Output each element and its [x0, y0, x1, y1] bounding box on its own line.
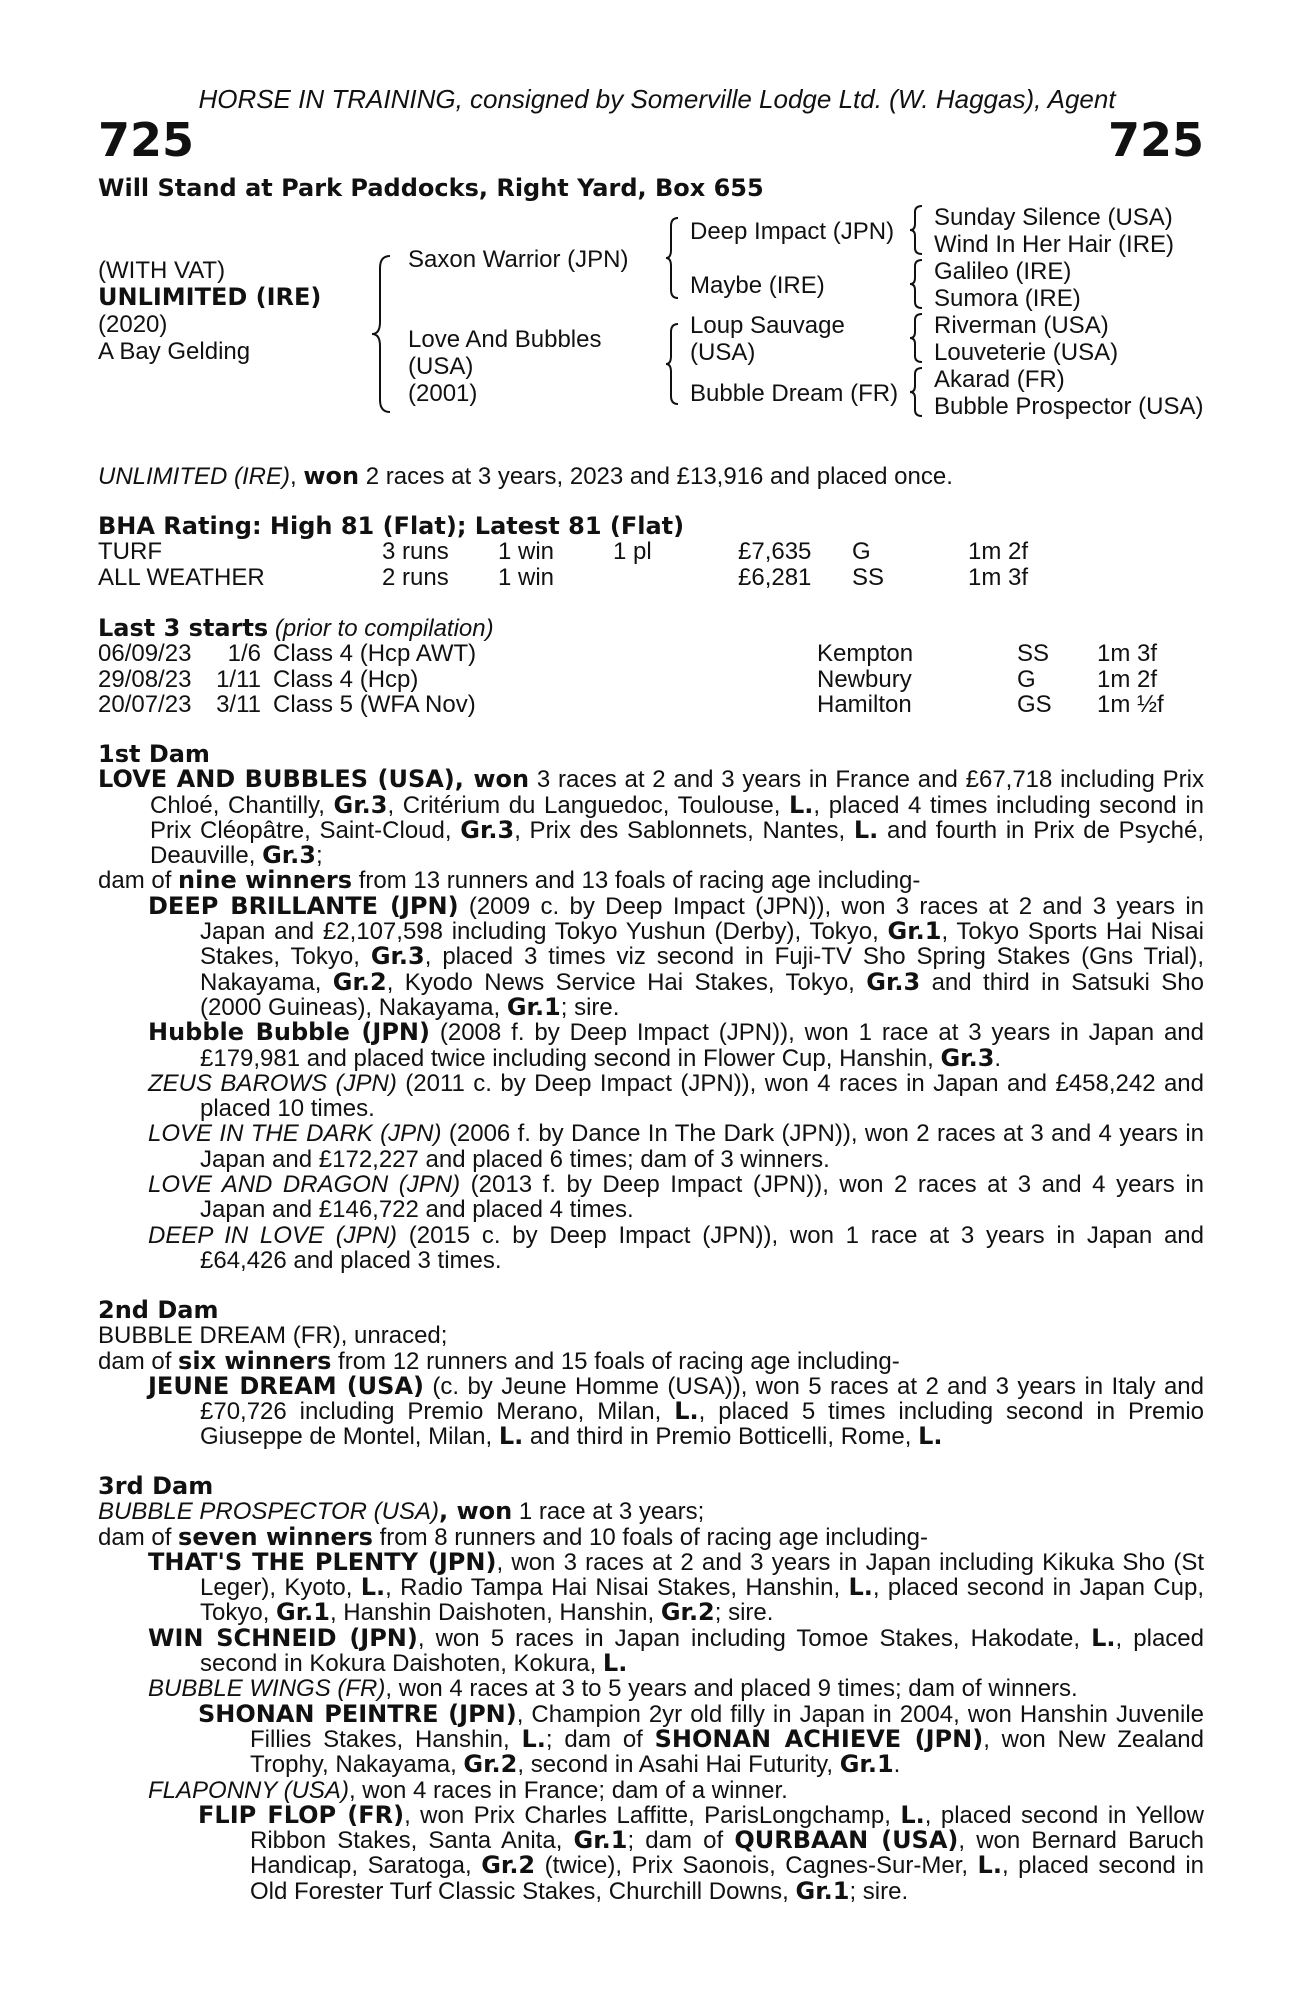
sire-dam-brace	[370, 254, 400, 414]
list-item: THAT'S THE PLENTY (JPN), won 3 races at 2 and 3 years in Japan including Kikuka Sho (St Leger), Kyoto, L., Radio Tampa Hai Nisai Stakes, Hanshin, L., placed second in Japan Cup, Tokyo, Gr.1, Hanshin Daishoten, Hanshin, Gr.2; sire.	[148, 1547, 1205, 1627]
table-row: 29/08/23 1/11 Class 4 (Hcp) Newbury G 1m 2f	[98, 665, 1158, 693]
list-item: BUBBLE WINGS (FR), won 4 races at 3 to 5 years and placed 9 times; dam of winners.	[148, 1675, 1078, 1703]
dam-sire: Loup Sauvage (USA)	[690, 312, 845, 366]
brace-3b	[908, 258, 928, 310]
list-item: DEEP BRILLANTE (JPN) (2009 c. by Deep Impact (JPN)), won 3 races at 2 and 3 years in Japan and £2,107,598 including Tokyo Yushun (Derby), Tokyo, Gr.1, Tokyo Sports Hai Nisai Stakes, Tokyo, Gr.3, placed 3 times viz second in Fuji-TV Sho Spring Stakes (Gns Trial), Nakayama, Gr.2, Kyodo News Service Hai Stakes, Tokyo, Gr.3 and third in Satsuki Sho (2000 Guineas), Nakayama, Gr.1; sire.	[148, 891, 1205, 1021]
last-starts-section: Last 3 starts (prior to compilation) 06/09/23 1/6 Class 4 (Hcp AWT) Kempton SS 1m 3f 29/08/23 1/11 Class 4 (Hcp) Newbury G 1m 2f 20/07/23 3/11 Class 5 (WFA Nov) Hamilton GS 1m ½f	[98, 614, 1164, 718]
lot-number-left: 725	[98, 113, 195, 167]
second-dam-heading: 2nd Dam	[98, 1296, 219, 1324]
rating-section	[98, 514, 1204, 590]
foaling-year: (2020)	[98, 311, 168, 338]
brace-3c	[908, 312, 928, 364]
list-item: FLIP FLOP (FR), won Prix Charles Laffitte, ParisLongchamp, L., placed second in Yellow Ribbon Stakes, Santa Anita, Gr.1; dam of QURBAAN (USA), won Bernard Baruch Handicap, Saratoga, Gr.2 (twice), Prix Saonois, Cagnes-Sur-Mer, L., placed second in Old Forester Turf Classic Stakes, Churchill Downs, Gr.1; sire.	[198, 1800, 1205, 1905]
rating-heading: BHA Rating: High 81 (Flat); Latest 81 (Flat)	[98, 512, 685, 540]
brace-3a	[908, 204, 928, 256]
first-dam-heading: 1st Dam	[98, 740, 210, 768]
third-dam-record: BUBBLE PROSPECTOR (USA), won 1 race at 3 years;	[98, 1497, 705, 1526]
sire-sire: Deep Impact (JPN)	[690, 218, 895, 245]
gen3-dam-sire-dam: Louveterie (USA)	[934, 339, 1119, 366]
race-summary: UNLIMITED (IRE), won 2 races at 3 years, 2023 and £13,916 and placed once.	[98, 462, 953, 490]
table-row: TURF 3 runs 1 win 1 pl £7,635 G 1m 2f	[98, 538, 1029, 566]
dam-dam: Bubble Dream (FR)	[690, 380, 899, 407]
gen3-sire-dam-dam: Sumora (IRE)	[934, 285, 1081, 312]
lot-number-right: 725	[1107, 113, 1204, 167]
horse-name: UNLIMITED (IRE)	[98, 283, 322, 311]
dam-name: Love And Bubbles (USA) (2001)	[408, 326, 602, 407]
first-dam-section	[98, 742, 1204, 1273]
list-item: LOVE IN THE DARK (JPN) (2006 f. by Dance In The Dark (JPN)), won 2 races at 3 and 4 years in Japan and £172,227 and placed 6 times; dam of 3 winners.	[148, 1120, 1204, 1173]
stand-location: Will Stand at Park Paddocks, Right Yard, Box 655	[98, 174, 764, 202]
vat-label: (WITH VAT)	[98, 257, 226, 284]
list-item: JEUNE DREAM (USA) (c. by Jeune Homme (USA)), won 5 races at 2 and 3 years in Italy and £70,726 including Premio Merano, Milan, L., placed 5 times including second in Premio Giuseppe de Montel, Milan, L. and third in Premio Botticelli, Rome, L.	[148, 1371, 1204, 1451]
list-item: LOVE AND DRAGON (JPN) (2013 f. by Deep Impact (JPN)), won 2 races at 3 and 4 years in Japan and £146,722 and placed 4 times.	[148, 1171, 1204, 1224]
second-dam-produce-summary: dam of six winners from 12 runners and 15 foals of racing age including-	[98, 1346, 900, 1375]
gen3-dam-dam-dam: Bubble Prospector (USA)	[934, 393, 1204, 420]
horse-identity	[98, 257, 321, 365]
rating-table	[98, 539, 1028, 590]
sire-brace	[664, 216, 684, 300]
list-item: ZEUS BAROWS (JPN) (2011 c. by Deep Impact (JPN)), won 4 races in Japan and £458,242 and placed 10 times.	[148, 1069, 1205, 1123]
gen3-sire-sire-dam: Wind In Her Hair (IRE)	[934, 231, 1175, 258]
gen3-dam-sire-sire: Riverman (USA)	[934, 312, 1109, 339]
second-dam-section	[98, 1298, 1204, 1450]
third-dam-section	[98, 1474, 1204, 1904]
last-starts-table	[98, 641, 1164, 717]
third-dam-heading: 3rd Dam	[98, 1472, 214, 1500]
consignment-line: HORSE IN TRAINING, consigned by Somerville Lodge Ltd. (W. Haggas), Agent	[198, 84, 1116, 114]
table-row: 20/07/23 3/11 Class 5 (WFA Nov) Hamilton GS 1m ½f	[98, 690, 1164, 718]
first-dam-record: LOVE AND BUBBLES (USA), won 3 races at 2 and 3 years in France and £67,718 including Prix Chloé, Chantilly, Gr.3, Critérium du Languedoc, Toulouse, L., placed 4 times including second in Prix Cléopâtre, Saint-Cloud, Gr.3, Prix des Sablonnets, Nantes, L. and fourth in Prix de Psyché, Deauville, Gr.3;	[98, 765, 1205, 870]
list-item: WIN SCHNEID (JPN), won 5 races in Japan including Tomoe Stakes, Hakodate, L., placed second in Kokura Daishoten, Kokura, L.	[148, 1623, 1205, 1678]
list-item: DEEP IN LOVE (JPN) (2015 c. by Deep Impact (JPN)), won 1 race at 3 years in Japan and £64,426 and placed 3 times.	[148, 1221, 1204, 1274]
last-starts-heading: Last 3 starts	[98, 614, 269, 642]
gen3-sire-sire-sire: Sunday Silence (USA)	[934, 204, 1173, 231]
third-dam-produce-summary: dam of seven winners from 8 runners and 10 foals of racing age including-	[98, 1522, 928, 1551]
gen3-dam-dam-sire: Akarad (FR)	[934, 366, 1065, 393]
table-row: 06/09/23 1/6 Class 4 (Hcp AWT) Kempton SS 1m 3f	[98, 640, 1158, 668]
table-row: ALL WEATHER 2 runs 1 win £6,281 SS 1m 3f	[98, 563, 1029, 591]
list-item: Hubble Bubble (JPN) (2008 f. by Deep Impact (JPN)), won 1 race at 3 years in Japan and £179,981 and placed twice including second in Flower Cup, Hanshin, Gr.3.	[148, 1018, 1205, 1072]
gen3-sire-dam-sire: Galileo (IRE)	[934, 258, 1072, 285]
second-dam-record: BUBBLE DREAM (FR), unraced;	[98, 1322, 448, 1350]
list-item: FLAPONNY (USA), won 4 races in France; dam of a winner.	[148, 1776, 788, 1804]
sire-name: Saxon Warrior (JPN)	[408, 246, 629, 273]
dam-brace	[664, 322, 684, 406]
first-dam-produce-summary: dam of nine winners from 13 runners and 13 foals of racing age including-	[98, 866, 921, 895]
list-item: SHONAN PEINTRE (JPN), Champion 2yr old filly in Japan in 2004, won Hanshin Juvenile Fillies Stakes, Hanshin, L.; dam of SHONAN ACHIEVE (JPN), won New Zealand Trophy, Nakayama, Gr.2, second in Asahi Hai Futurity, Gr.1.	[198, 1699, 1204, 1779]
brace-3d	[908, 366, 928, 418]
sire-dam: Maybe (IRE)	[690, 272, 825, 299]
horse-description: A Bay Gelding	[98, 338, 251, 365]
